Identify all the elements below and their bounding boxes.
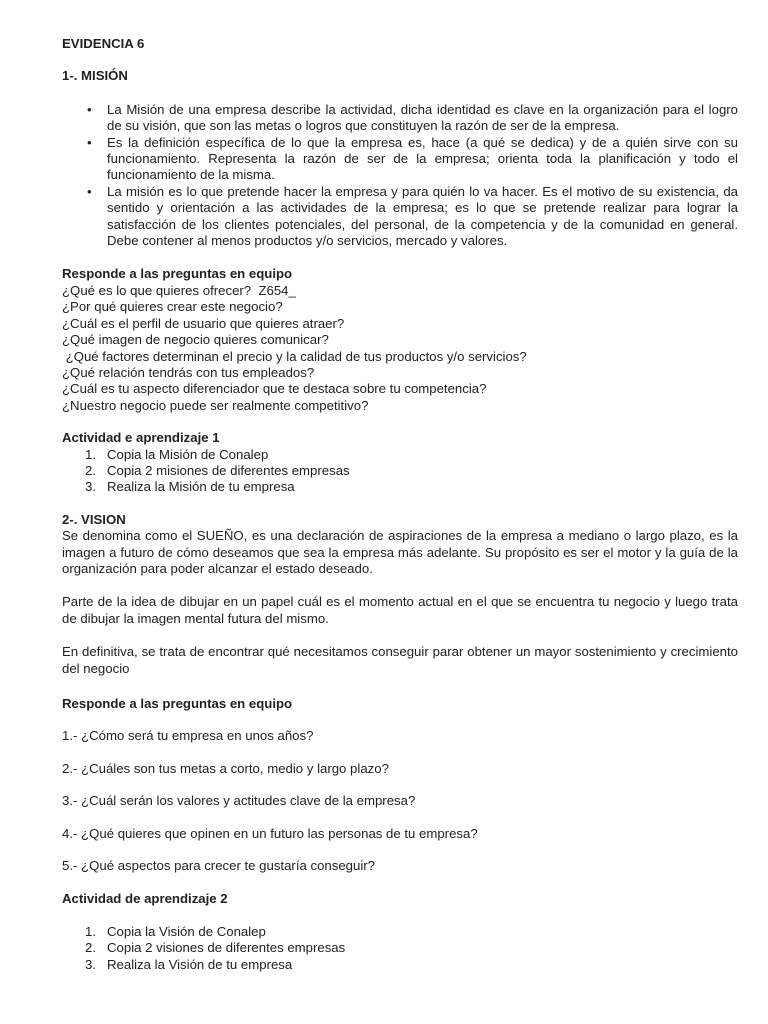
list-item bbox=[85, 479, 738, 495]
list-number: 3. bbox=[85, 479, 96, 495]
list-number: 1. bbox=[85, 923, 96, 939]
activity-text: Copia la Misión de Conalep bbox=[107, 446, 269, 462]
bullet-text: Es la definición específica de lo que la empresa es, hace (a qué se dedica) y de a quién sirve con su funcionamiento. Representa la razón de ser de la empresa; orienta toda la planificación y todo el funcionamiento de la misma. bbox=[107, 134, 738, 183]
bullet-icon: • bbox=[87, 183, 92, 199]
question-line: ¿Nuestro negocio puede ser realmente competitivo? bbox=[62, 397, 369, 413]
question-line: ¿Qué factores determinan el precio y la calidad de tus productos y/o servicios? bbox=[62, 348, 527, 364]
question-line: ¿Qué relación tendrás con tus empleados? bbox=[62, 364, 315, 380]
question-line: ¿Cuál es tu aspecto diferenciador que te destaca sobre tu competencia? bbox=[62, 381, 487, 397]
question-line: 3.- ¿Cuál serán los valores y actitudes clave de la empresa? bbox=[62, 793, 416, 809]
list-number: 3. bbox=[85, 956, 96, 972]
bullet-icon: • bbox=[87, 134, 92, 150]
activity-text: Realiza la Misión de tu empresa bbox=[107, 479, 295, 495]
activity-heading: Actividad de aprendizaje 2 bbox=[62, 891, 228, 907]
paragraph: En definitiva, se trata de encontrar qué necesitamos conseguir parar obtener un mayor sostenimiento y crecimiento del negocio bbox=[62, 644, 738, 676]
list-item bbox=[87, 101, 738, 135]
question-line: ¿Cuál es el perfil de usuario que quieres atraer? bbox=[62, 315, 345, 331]
vision-heading: 2-. VISION bbox=[62, 511, 126, 527]
list-number: 2. bbox=[85, 940, 96, 956]
list-item bbox=[85, 462, 738, 479]
list-number: 2. bbox=[85, 462, 96, 478]
mision-bullet-list bbox=[62, 102, 738, 250]
question-line: ¿Por qué quieres crear este negocio? bbox=[62, 299, 283, 315]
activity-text: Copia la Visión de Conalep bbox=[107, 923, 266, 939]
activity-list bbox=[62, 924, 738, 973]
questions-heading: Responde a las preguntas en equipo bbox=[62, 696, 293, 711]
question-line: ¿Qué imagen de negocio quieres comunicar? bbox=[62, 332, 329, 348]
question-line: 5.- ¿Qué aspectos para crecer te gustaría conseguir? bbox=[62, 858, 375, 874]
mision-heading: 1-. MISIÓN bbox=[62, 68, 128, 84]
list-item bbox=[87, 183, 738, 250]
questions-heading: Responde a las preguntas en equipo bbox=[62, 266, 293, 282]
question-line: 2.- ¿Cuáles son tus metas a corto, medio y largo plazo? bbox=[62, 760, 389, 776]
document-page bbox=[62, 36, 738, 973]
bullet-text: La misión es lo que pretende hacer la empresa y para quién lo va hacer. Es el motivo de su existencia, da sentido y orientación a las actividades de la empresa; es lo que se pretende realizar para lograr la satisfacción de los clientes potenciales, del personal, de la competencia y de la comunidad en general. Debe contener al menos productos y/o servicios, mercado y valores. bbox=[107, 183, 738, 249]
list-item bbox=[87, 134, 738, 184]
question-line: 1.- ¿Cómo será tu empresa en unos años? bbox=[62, 728, 314, 744]
activity-text: Copia 2 misiones de diferentes empresas bbox=[107, 462, 350, 478]
activity-text: Copia 2 visiones de diferentes empresas bbox=[107, 940, 346, 956]
document-title: EVIDENCIA 6 bbox=[62, 36, 145, 51]
paragraph: Parte de la idea de dibujar en un papel cuál es el momento actual en el que se encuentra tu negocio y luego trata de dibujar la imagen mental futura del mismo. bbox=[62, 594, 738, 626]
list-number: 1. bbox=[85, 446, 96, 462]
activity-text: Realiza la Visión de tu empresa bbox=[107, 956, 293, 972]
bullet-icon: • bbox=[87, 101, 92, 117]
bullet-text: La Misión de una empresa describe la actividad, dicha identidad es clave en la organización para el logro de su visión, que son las metas o logros que constituyen la razón de ser de la empresa. bbox=[107, 101, 738, 134]
list-item bbox=[85, 956, 738, 973]
activity-list bbox=[62, 447, 738, 496]
list-item bbox=[85, 446, 738, 463]
question-line: 4.- ¿Qué quieres que opinen en un futuro las personas de tu empresa? bbox=[62, 825, 478, 841]
question-line: ¿Qué es lo que quieres ofrecer? Z654_ bbox=[62, 282, 296, 298]
paragraph: Se denomina como el SUEÑO, es una declaración de aspiraciones de la empresa a mediano o largo plazo, es la imagen a futuro de cómo deseamos que sea la empresa más adelante. Su propósito es ser el motor y la guía de la organización para poder alcanzar el estado deseado. bbox=[62, 528, 738, 576]
activity-heading: Actividad e aprendizaje 1 bbox=[62, 430, 220, 446]
mision-questions bbox=[62, 266, 738, 414]
list-item bbox=[85, 940, 738, 956]
list-item bbox=[85, 923, 738, 940]
